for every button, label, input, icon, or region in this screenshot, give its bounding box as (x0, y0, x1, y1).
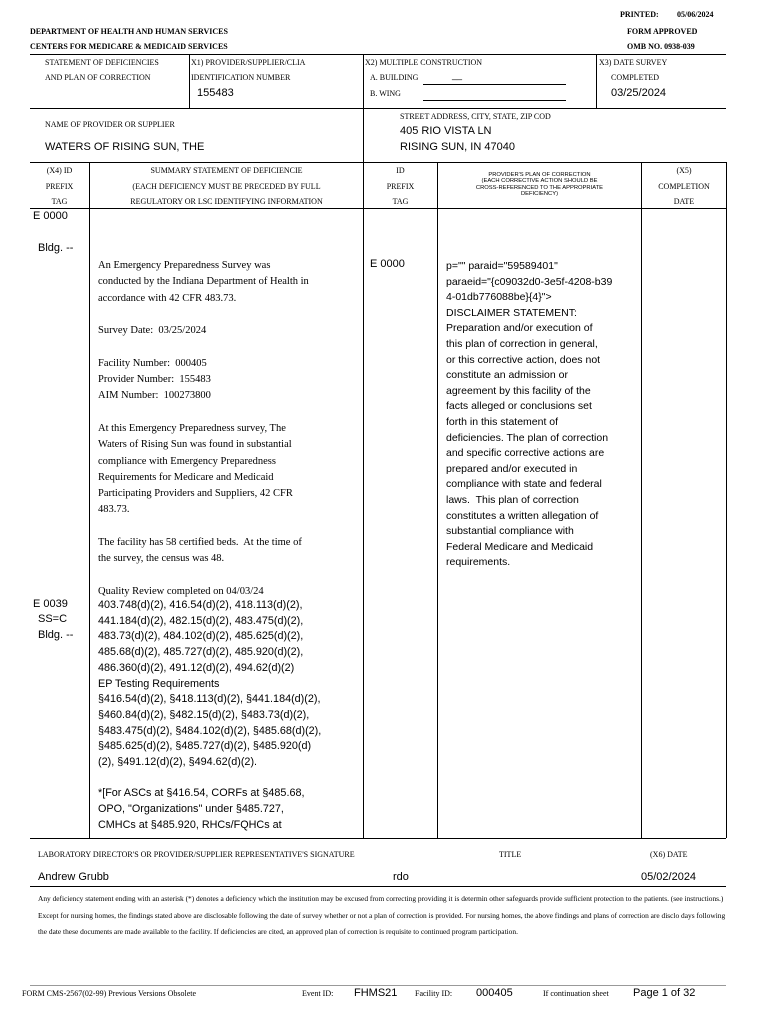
rule-v-col1 (89, 162, 90, 838)
rule-top (30, 54, 726, 55)
x3-label-2: COMPLETED (611, 73, 659, 82)
x2-wing-label: B. WING (370, 89, 401, 98)
rule-box2-bottom (30, 162, 726, 163)
tag-e0039: E 0039 (33, 598, 68, 610)
address-line1: 405 RIO VISTA LN (400, 125, 492, 137)
col-x5-line3: DATE (673, 197, 695, 206)
title-label: TITLE (499, 850, 522, 859)
col-x4-line2: PREFIX (45, 182, 74, 191)
id-e0000: E 0000 (370, 258, 405, 270)
rule-v-col4 (641, 162, 642, 838)
rule-v-right (726, 162, 727, 838)
address-line2: RISING SUN, IN 47040 (400, 141, 515, 153)
signature-label: LABORATORY DIRECTOR'S OR PROVIDER/SUPPLIER REPRESENTATIVE'S SIGNATURE (38, 850, 355, 859)
title-value: rdo (393, 871, 409, 883)
footer-continuation: If continuation sheet (543, 989, 609, 998)
footer-page-number: Page 1 of 32 (633, 987, 696, 999)
department-line2: CENTERS FOR MEDICARE & MEDICAID SERVICES (30, 42, 228, 51)
x2-wing-underline (423, 100, 566, 101)
signature-value: Andrew Grubb (38, 871, 109, 883)
rule-v-x1 (189, 54, 190, 108)
col-summary-line1: SUMMARY STATEMENT OF DEFICIENCIE (150, 166, 303, 175)
statement-label-1: STATEMENT OF DEFICIENCIES (45, 58, 159, 67)
statement-label-2: AND PLAN OF CORRECTION (45, 73, 151, 82)
x1-value: 155483 (197, 87, 234, 99)
col-plan-header: PROVIDER'S PLAN OF CORRECTION (EACH CORRECTIVE ACTION SHOULD BE CROSS-REFERENCED TO THE APPROPRIATE DEFICIENCY) (475, 172, 604, 198)
rule-header-bottom (30, 208, 726, 209)
col-summary-line2: (EACH DEFICIENCY MUST BE PRECEDED BY FULL (132, 182, 321, 191)
x6-date-label: (X6) DATE (650, 850, 688, 859)
summary-block-2: 403.748(d)(2), 416.54(d)(2), 418.113(d)(2), 441.184(d)(2), 482.15(d)(2), 483.475(d)(2), 483.73(d)(2), 484.102(d)(2), 485.625(d)(2), 485.68(d)(2), 485.727(d)(2), 485.920(d)(2), 486.360(d)(2), 491.12(d)(2), 494.62(d)(2) EP Testing Requirements §416.54(d)(2), §418.113(d)(2), §441.184(d)(2), §460.84(d)(2), §482.15(d)(2), §483.73(d)(2), §483.475(d)(2), §484.102(d)(2), §485.68(d)(2), §485.625(d)(2), §485.727(d)(2), §485.920(d) (2), §491.12(d)(2), §494.62(d)(2). *[For ASCs at §416.54, CORFs at §485.68, OPO, "Organizations" under §485.727, CMHCs at §485.920, RHCs/FQHCs at (98, 599, 322, 831)
x1-label-2: IDENTIFICATION NUMBER (191, 73, 291, 82)
tag-e0000: E 0000 (33, 210, 68, 222)
col-x5-line2: COMPLETION (658, 182, 710, 191)
col-x4-line1: (X4) ID (46, 166, 73, 175)
footer-facility-value: 000405 (476, 987, 513, 999)
x2-building-label: A. BUILDING (370, 73, 419, 82)
printed-date: 05/06/2024 (677, 10, 714, 19)
rule-v-x2 (363, 54, 364, 162)
provider-label: NAME OF PROVIDER OR SUPPLIER (45, 120, 175, 129)
rule-signature-bottom (30, 886, 726, 887)
address-label: STREET ADDRESS, CITY, STATE, ZIP COD (400, 112, 551, 121)
x2-label: X2) MULTIPLE CONSTRUCTION (365, 58, 483, 67)
bldg-row2: Bldg. -- (38, 629, 74, 641)
plan-of-correction-text: p="" paraid="59589401" paraeid="{c09032d0-3e5f-4208-b39 4-01db776088be}{4}"> DISCLAIMER STATEMENT: Preparation and/or execution of this plan of correction in general, or this corrective action, does not constitute an admission or agreement by this facility of the facts alleged or conclusions set forth in this statement of deficiencies. The plan of correction and specific corrective actions are prepared and/or executed in compliance with state and federal laws. This plan of correction constitutes a written allegation of substantial compliance with Federal Medicare and Medicaid requirements. (446, 260, 613, 569)
disclaimer-text: Any deficiency statement ending with an asterisk (*) denotes a deficiency which the institution may be excused from correcting providing it is determin other safeguards provide sufficient protection to the patients. (see instructions.) Except for nursing homes, the findings stated above are disclosable following the date of survey whether or not a plan of correction is provided. For nursing homes, the above findings and plans of correction are disclo days following the date these documents are made available to the facility. If deficiencies are cited, an approved plan of correction is requisite to continued program participation. (38, 894, 726, 936)
rule-v-col3 (437, 162, 438, 838)
col-id-line2: PREFIX (386, 182, 415, 191)
footer-form-id: FORM CMS-2567(02-99) Previous Versions Obsolete (22, 989, 197, 998)
x3-value: 03/25/2024 (611, 87, 667, 99)
col-id-line3: TAG (392, 197, 409, 206)
provider-value: WATERS OF RISING SUN, THE (45, 141, 205, 153)
col-summary-line3: REGULATORY OR LSC IDENTIFYING INFORMATION (130, 197, 323, 206)
rule-footer (30, 985, 726, 986)
omb-number: OMB NO. 0938-039 (627, 42, 695, 51)
rule-v-x3 (596, 54, 597, 108)
x6-date-value: 05/02/2024 (641, 871, 697, 883)
rule-table-bottom (30, 838, 726, 839)
scope-severity: SS=C (38, 613, 68, 625)
department-line1: DEPARTMENT OF HEALTH AND HUMAN SERVICES (30, 27, 228, 36)
printed-label: PRINTED: (620, 10, 659, 19)
form-approved: FORM APPROVED (627, 27, 698, 36)
rule-v-col2 (363, 162, 364, 838)
rule-box1-bottom (30, 108, 726, 109)
footer-facility-label: Facility ID: (415, 989, 453, 998)
x2-building-value: __ (452, 70, 463, 80)
col-id-line1: ID (396, 166, 405, 175)
col-x4-line3: TAG (51, 197, 68, 206)
bldg-row1: Bldg. -- (38, 242, 74, 254)
col-x5-line1: (X5) (676, 166, 692, 175)
x1-label-1: X1) PROVIDER/SUPPLIER/CLIA (191, 58, 306, 67)
footer-event-value: FHMS21 (354, 987, 398, 999)
x2-building-underline (423, 84, 566, 85)
summary-block-1: An Emergency Preparedness Survey was conducted by the Indiana Department of Health in accordance with 42 CFR 483.73. Survey Date: 03/25/2024 Facility Number: 000405 Provider Number: 155483 AIM Number: 100273800 At this Emergency Preparedness survey, The Waters of Rising Sun was found in substantial compliance with Emergency Preparedness Requirements for Medicare and Medicaid Participating Providers and Suppliers, 42 CFR 483.73. The facility has 58 certified beds. At the time of the survey, the census was 48. Quality Review completed on 04/03/24 (98, 260, 309, 597)
x3-label-1: X3) DATE SURVEY (599, 58, 668, 67)
footer-event-label: Event ID: (302, 989, 334, 998)
